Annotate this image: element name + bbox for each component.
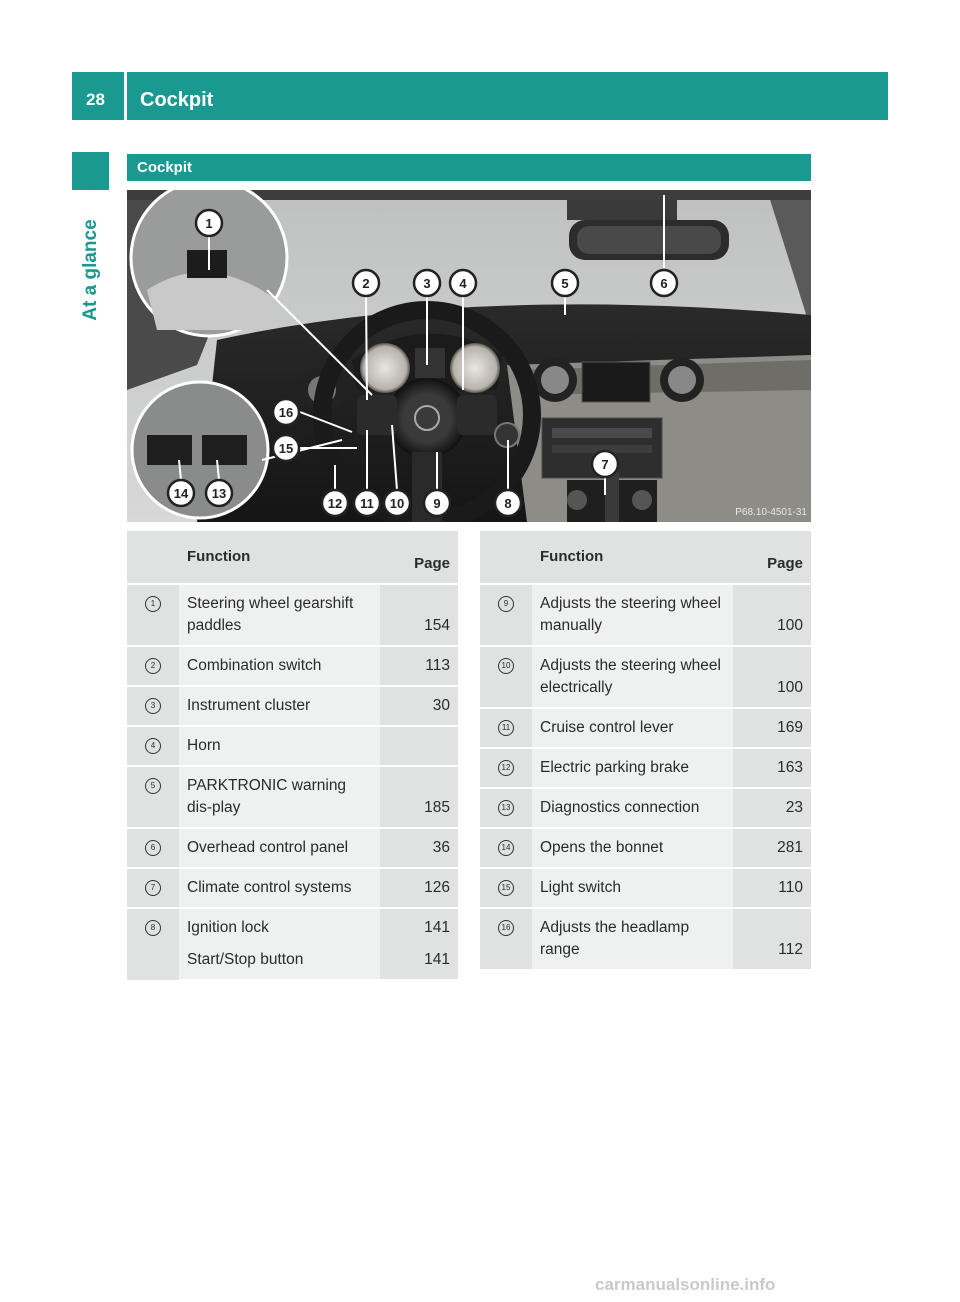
callout-number: 11 <box>498 720 514 736</box>
table-row <box>480 788 811 828</box>
function-text: Adjusts the headlamp range <box>532 908 733 970</box>
callout-number: 15 <box>498 880 514 896</box>
table-row <box>480 868 811 908</box>
callout-number: 5 <box>145 778 161 794</box>
page-header: Page <box>733 531 811 584</box>
section-bar <box>127 154 811 181</box>
function-text: Combination switch <box>179 646 380 686</box>
page-ref[interactable]: 169 <box>733 708 811 748</box>
watermark: carmanualsonline.info <box>595 1275 776 1294</box>
table-row <box>480 748 811 788</box>
figure-callout-12: 12 <box>327 496 343 511</box>
callout-number: 13 <box>498 800 514 816</box>
page-ref <box>380 726 458 766</box>
num-header <box>127 531 179 584</box>
table-row <box>127 584 458 646</box>
function-text: Adjusts the steering wheel electrically <box>532 646 733 708</box>
side-tab-marker <box>72 152 109 190</box>
page-ref[interactable]: 141 <box>380 908 458 947</box>
figure-callout-15: 15 <box>278 441 294 456</box>
function-text: Cruise control lever <box>532 708 733 748</box>
figure-callout-14: 14 <box>173 486 189 501</box>
function-text: Start/Stop button <box>179 947 380 980</box>
page-ref[interactable]: 30 <box>380 686 458 726</box>
callout-number: 9 <box>498 596 514 612</box>
figure-code: P68.10-4501-31 <box>735 507 807 518</box>
figure-callout-11: 11 <box>360 496 374 511</box>
callout-number: 14 <box>498 840 514 856</box>
page-ref[interactable]: 110 <box>733 868 811 908</box>
function-text: Electric parking brake <box>532 748 733 788</box>
table-row <box>127 868 458 908</box>
callout-number: 3 <box>145 698 161 714</box>
table-row <box>127 908 458 947</box>
function-text: PARKTRONIC warning dis-play <box>179 766 380 828</box>
table-row <box>480 708 811 748</box>
page-ref[interactable]: 154 <box>380 584 458 646</box>
table-row <box>480 646 811 708</box>
function-text: Overhead control panel <box>179 828 380 868</box>
header-divider <box>124 72 127 120</box>
figure-callout-4: 4 <box>459 276 467 291</box>
function-text: Steering wheel gearshift paddles <box>179 584 380 646</box>
callout-number: 12 <box>498 760 514 776</box>
page-ref[interactable]: 100 <box>733 646 811 708</box>
function-header: Function <box>532 531 733 584</box>
page-ref[interactable]: 185 <box>380 766 458 828</box>
function-text: Instrument cluster <box>179 686 380 726</box>
page-ref[interactable]: 112 <box>733 908 811 970</box>
table-row <box>480 828 811 868</box>
callout-number: 16 <box>498 920 514 936</box>
callout-number: 4 <box>145 738 161 754</box>
section-title: Cockpit <box>137 159 193 176</box>
side-tab-text: At a glance <box>79 219 101 321</box>
page-ref[interactable]: 126 <box>380 868 458 908</box>
num-header <box>480 531 532 584</box>
page-ref[interactable]: 23 <box>733 788 811 828</box>
table-row <box>127 686 458 726</box>
page-number: 28 <box>86 90 105 109</box>
function-text: Climate control systems <box>179 868 380 908</box>
callout-number: 7 <box>145 880 161 896</box>
function-header: Function <box>179 531 380 584</box>
function-text: Opens the bonnet <box>532 828 733 868</box>
figure-callout-1: 1 <box>205 216 213 231</box>
function-text: Diagnostics connection <box>532 788 733 828</box>
figure-callout-13: 13 <box>211 486 227 501</box>
figure-callout-3: 3 <box>423 276 431 291</box>
figure-callout-10: 10 <box>389 496 405 511</box>
figure-callout-9: 9 <box>433 496 441 511</box>
figure-callout-16: 16 <box>278 405 294 420</box>
callout-number: 2 <box>145 658 161 674</box>
table-row <box>480 908 811 970</box>
page-ref[interactable]: 163 <box>733 748 811 788</box>
figure-callout-6: 6 <box>660 276 668 291</box>
callout-number: 10 <box>498 658 514 674</box>
function-text: Ignition lock <box>179 908 380 947</box>
page-header: Page <box>380 531 458 584</box>
page-ref[interactable]: 100 <box>733 584 811 646</box>
page-ref[interactable]: 281 <box>733 828 811 868</box>
cockpit-photo <box>127 190 811 522</box>
table-row <box>127 726 458 766</box>
function-text: Horn <box>179 726 380 766</box>
figure-callout-2: 2 <box>362 276 370 291</box>
callout-number: 1 <box>145 596 161 612</box>
table-row <box>127 828 458 868</box>
function-table-left <box>127 531 458 981</box>
figure-callout-8: 8 <box>504 496 512 511</box>
page-ref[interactable]: 36 <box>380 828 458 868</box>
function-text: Light switch <box>532 868 733 908</box>
figure-callout-5: 5 <box>561 276 569 291</box>
table-row <box>127 646 458 686</box>
page-ref[interactable]: 141 <box>380 947 458 980</box>
figure-callout-7: 7 <box>601 457 609 472</box>
table-row <box>480 584 811 646</box>
callout-number: 6 <box>145 840 161 856</box>
function-table-right <box>480 531 811 971</box>
function-text: Adjusts the steering wheel manually <box>532 584 733 646</box>
page-ref[interactable]: 113 <box>380 646 458 686</box>
table-row <box>127 766 458 828</box>
page-title: Cockpit <box>140 89 214 111</box>
callout-number: 8 <box>145 920 161 936</box>
side-tab-label <box>72 200 109 340</box>
